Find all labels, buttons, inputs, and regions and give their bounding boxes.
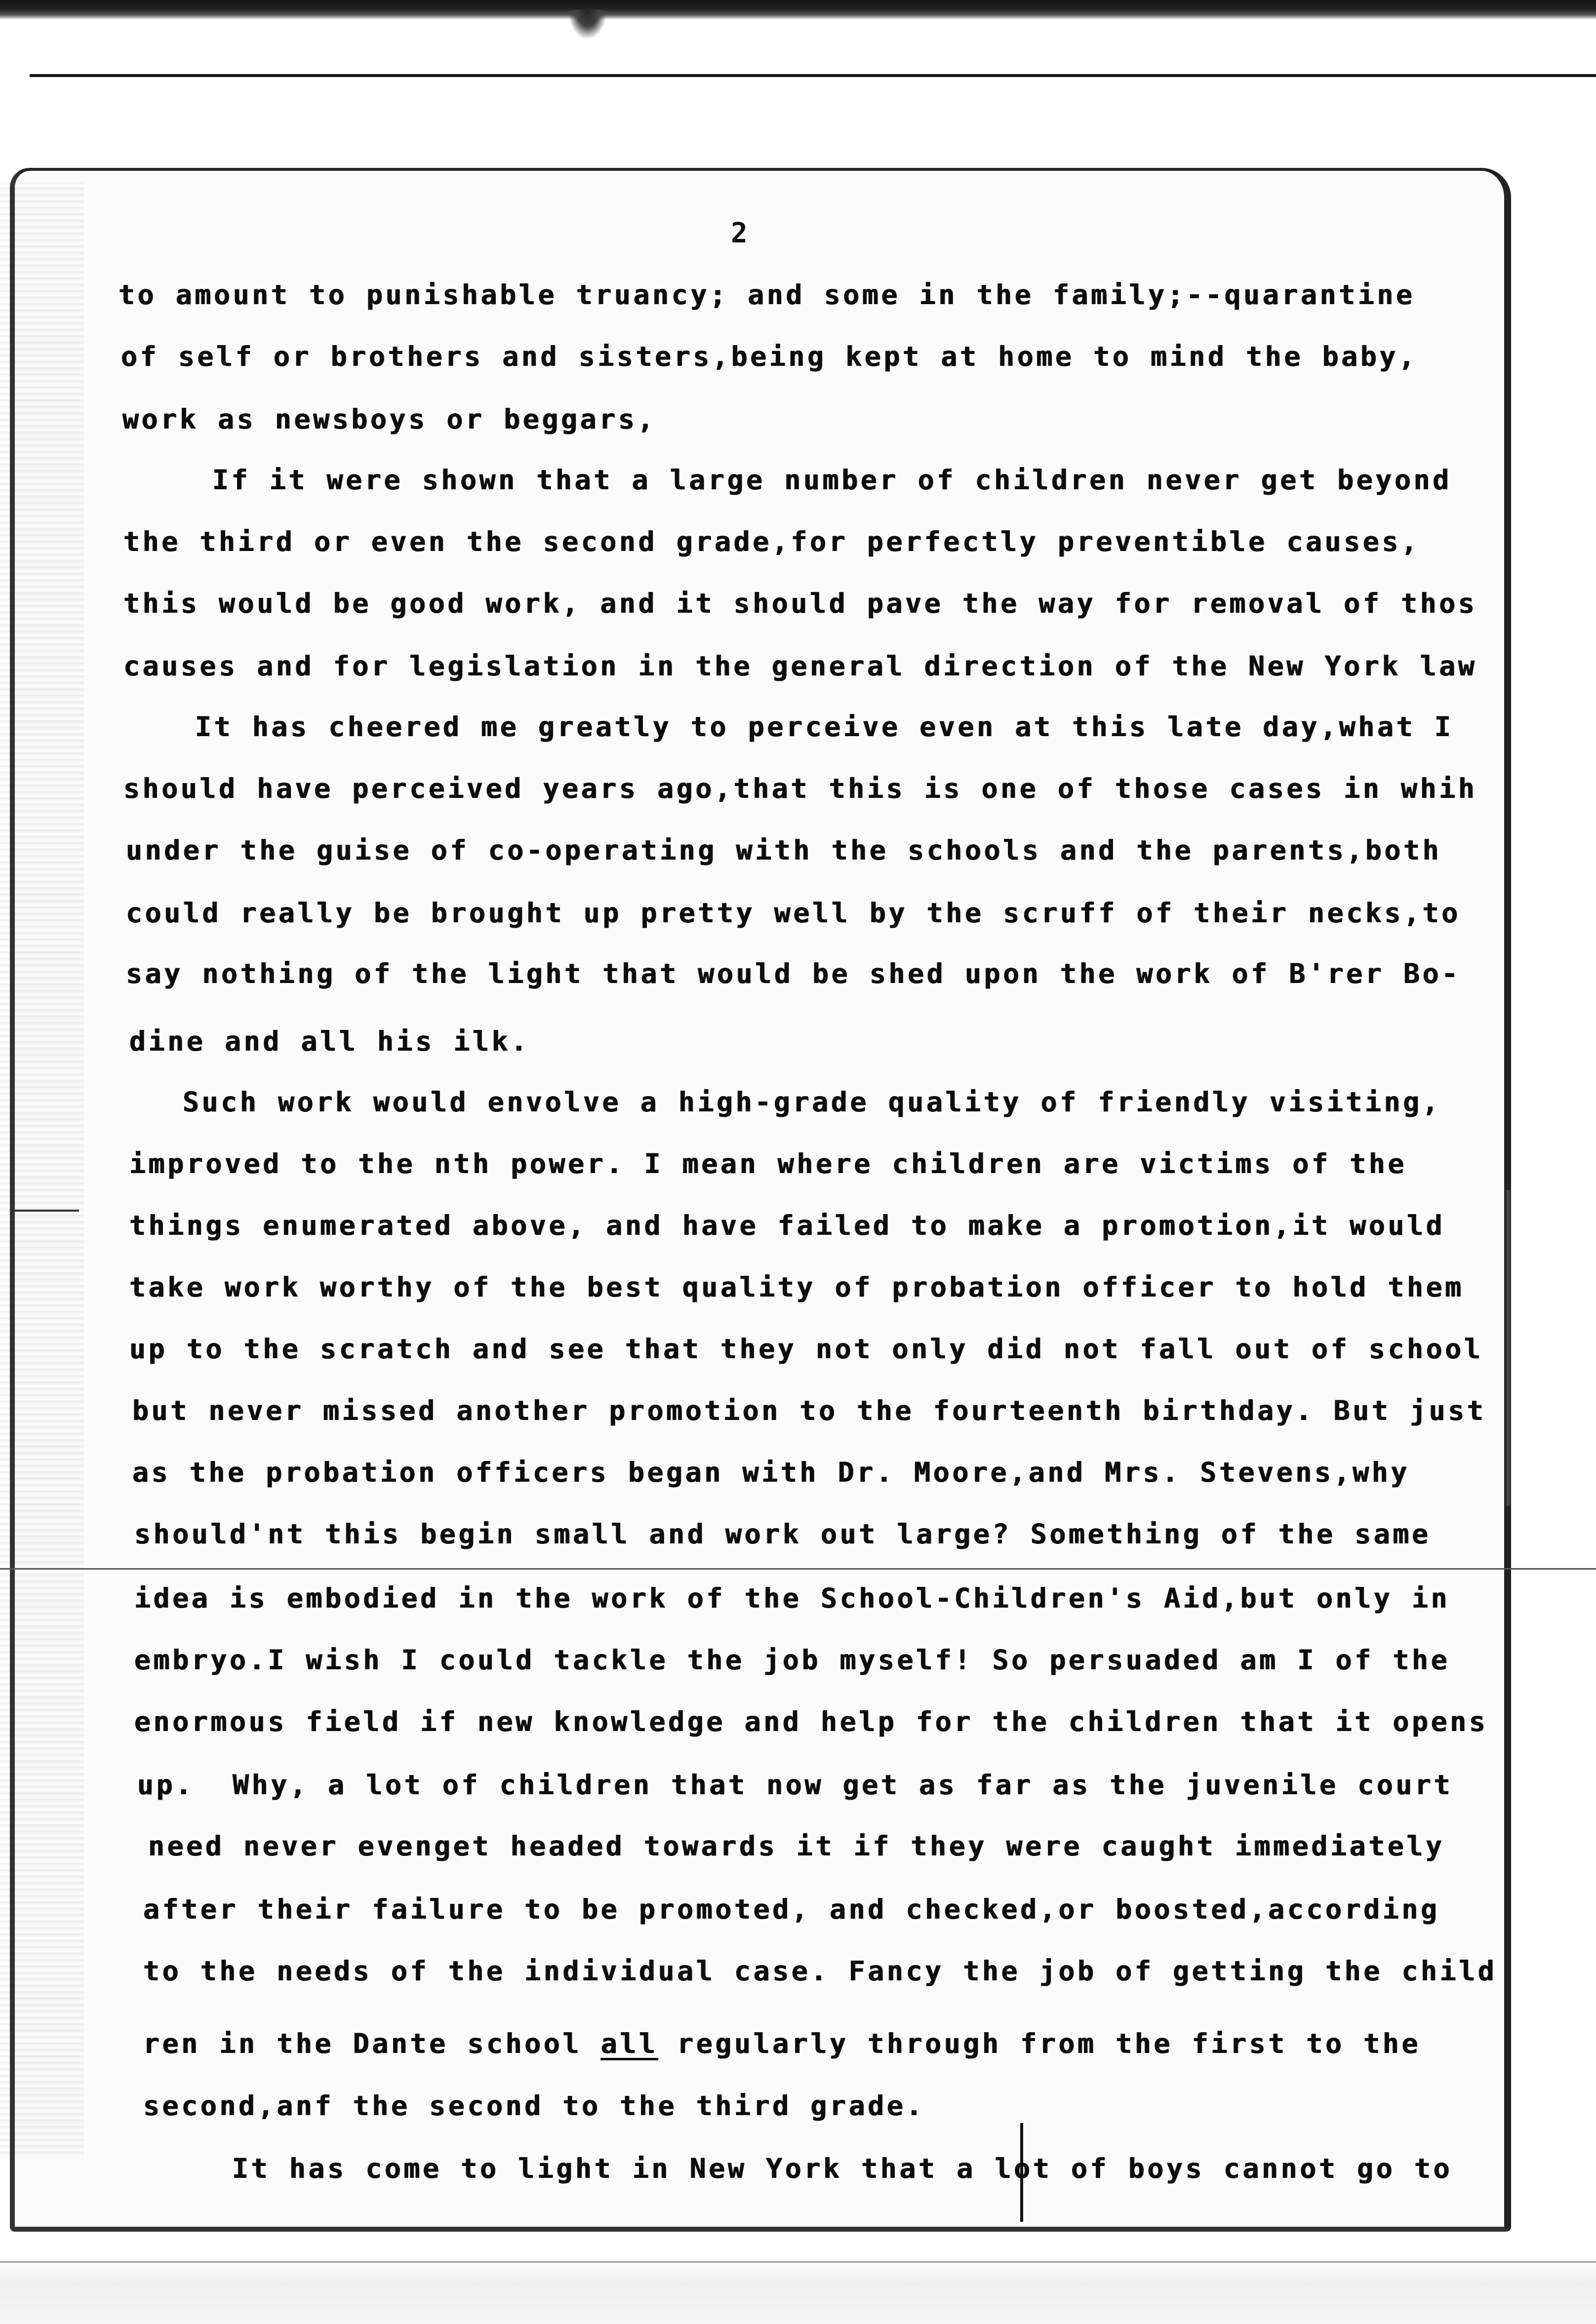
edge-mark — [10, 1210, 79, 1212]
text-line — [143, 2030, 1421, 2057]
text-line: under the guise of co-operating with the schools and the parents,both — [126, 834, 1442, 866]
text-line: as the probation officers began with Dr. Moore,and Mrs. Stevens,why — [132, 1457, 1410, 1488]
text-line: should'nt this begin small and work out large? Something of the same — [134, 1518, 1431, 1550]
text-line: this would be good work, and it should pave the way for removal of thos — [123, 588, 1477, 619]
fold-line — [0, 1568, 1596, 1570]
text-line: should have perceived years ago,that this is one of those cases in whih — [123, 773, 1477, 804]
scan-speckle — [0, 183, 84, 2158]
text-line: after their failure to be promoted, and checked,or boosted,according — [143, 1893, 1440, 1925]
text-line: say nothing of the light that would be shed upon the work of B'rer Bo- — [126, 958, 1461, 989]
text-line: improved to the nth power. I mean where children are victims of the — [129, 1148, 1407, 1180]
text-line: work as newsboys or beggars, — [122, 403, 657, 435]
text-line: enormous field if new knowledge and help for the children that it opens — [134, 1706, 1488, 1737]
text-line: If it were shown that a large number of children never get beyond — [212, 464, 1452, 496]
text-line: could really be brought up pretty well by the scruff of their necks,to — [126, 897, 1461, 929]
scan-top-border — [0, 0, 1596, 20]
text-line: dine and all his ilk. — [129, 1025, 530, 1057]
text-line: embryo.I wish I could tackle the job myself! So persuaded am I of the — [134, 1644, 1450, 1676]
text-line: to amount to punishable truancy; and some in the family;--quarantine — [119, 279, 1415, 311]
text-line: the third or even the second grade,for perfectly preventible causes, — [123, 526, 1420, 557]
text-line: things enumerated above, and have failed to make a promotion,it would — [129, 1210, 1445, 1241]
underlined-word: all — [600, 2028, 658, 2059]
text-line: idea is embodied in the work of the School-Children's Aid,but only in — [134, 1582, 1450, 1614]
text-line: up. Why, a lot of children that now get as far as the juvenile court — [137, 1769, 1453, 1801]
edge-mark — [1506, 1190, 1510, 1506]
text-line: of self or brothers and sisters,being kept at home to mind the baby, — [121, 341, 1418, 372]
text-segment: regularly through from the first to the — [677, 2028, 1421, 2059]
text-line: take work worthy of the best quality of probation officer to hold them — [129, 1271, 1464, 1303]
text-line: It has cheered me greatly to perceive even at this late day,what I — [195, 711, 1454, 743]
scan-rule-line — [30, 74, 1596, 77]
text-line: It has come to light in New York that a lot of boys cannot go to — [232, 2153, 1453, 2184]
scan-bottom-border — [0, 2261, 1596, 2324]
text-segment: ren in the Dante school — [143, 2028, 582, 2059]
scan-artifact — [568, 10, 607, 39]
text-line: second,anf the second to the third grade. — [143, 2090, 925, 2122]
page-number: 2 — [731, 217, 749, 249]
text-line: but never missed another promotion to the fourteenth birthday. But just — [132, 1395, 1486, 1426]
text-line: need never evenget headed towards it if they were caught immediately — [148, 1830, 1445, 1862]
text-line: up to the scratch and see that they not only did not fall out of school — [129, 1333, 1483, 1365]
text-line: Such work would envolve a high-grade quality of friendly visiting, — [183, 1086, 1441, 1118]
text-line: causes and for legislation in the general direction of the New York law — [123, 650, 1477, 682]
text-line: to the needs of the individual case. Fancy the job of getting the child — [143, 1955, 1497, 1987]
